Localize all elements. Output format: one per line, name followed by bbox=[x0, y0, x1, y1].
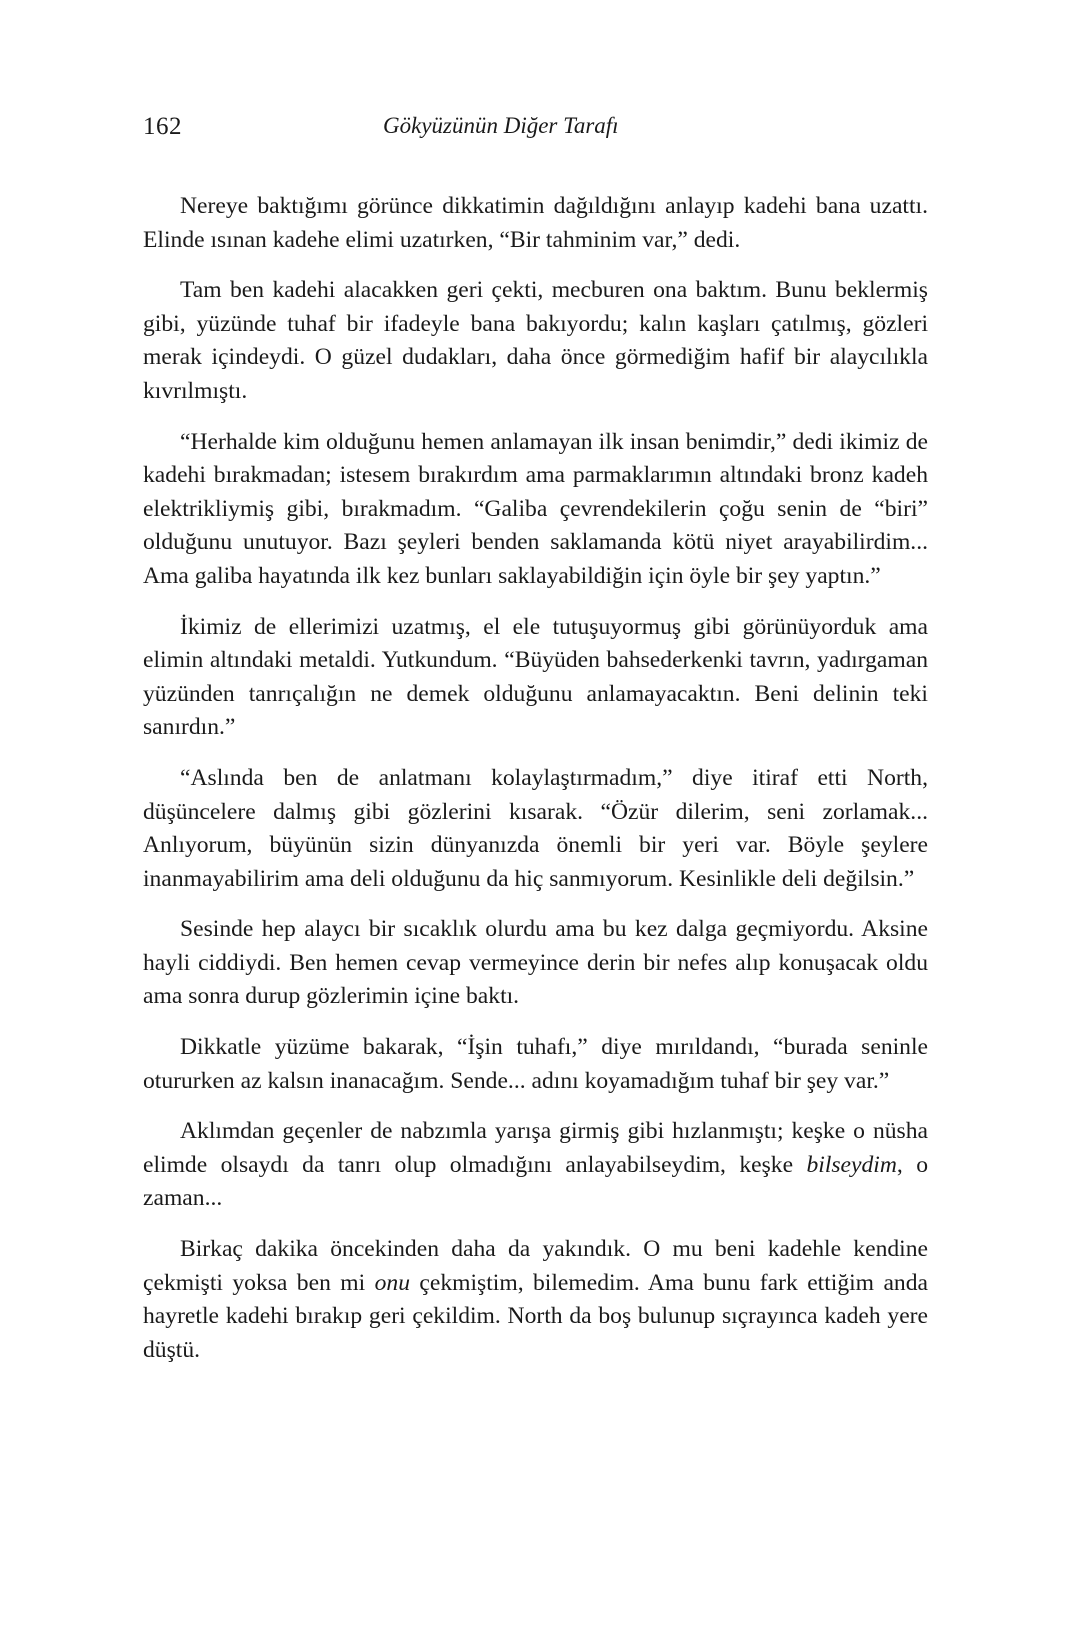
paragraph-3: “Herhalde kim olduğunu hemen anlamayan ilk insan benimdir,” dedi ikimiz de kadehi bırakmadan; istesem bırakırdım ama parmaklarımın altındaki bronz kadeh elektrikliymiş gibi, bırakmadım. “Galiba çevrendekilerin çoğu senin de “biri” olduğunu unutuyor. Bazı şeyleri benden saklamanda kötü niyet arayabilirdim... Ama galiba hayatında ilk kez bunları saklayabildiğin için öyle bir şey yaptın.” bbox=[143, 428, 928, 589]
paragraph-8 bbox=[143, 1115, 928, 1216]
paragraph-2: Tam ben kadehi alacakken geri çekti, mecburen ona baktım. Bunu beklermiş gibi, yüzünde tuhaf bir ifadeyle bana bakıyordu; kalın kaşları çatılmış, gözleri merak içindeydi. O güzel dudakları, daha önce görmediğim hafif bir alaycılıkla kıvrılmıştı. bbox=[143, 277, 928, 404]
paragraph-9-text-after: çekmiştim, bilemedim. Ama bunu fark ettiğim anda hayretle kadehi bırakıp geri çekildim. North da boş bulunup sıçrayınca kadeh yere düştü. bbox=[143, 1269, 928, 1363]
paragraph-8-text-after: , o zaman... bbox=[143, 1151, 928, 1212]
page-number: 162 bbox=[143, 113, 182, 140]
paragraph-9-italic: onu bbox=[374, 1269, 410, 1296]
paragraph-5: “Aslında ben de anlatmanı kolaylaştırmadım,” diye itiraf etti North, düşüncelere dalmış gibi gözlerini kısarak. “Özür dilerim, seni zorlamak... Anlıyorum, büyünün sizin dünyanızda önemli bir yeri var. Böyle şeylere inanmayabilirim ama deli olduğunu da hiç sanmıyorum. Kesinlikle deli değilsin.” bbox=[143, 764, 928, 892]
paragraph-7: Dikkatle yüzüme bakarak, “İşin tuhafı,” diye mırıldandı, “burada seninle otururken az kalsın inanacağım. Sende... adını koyamadığım tuhaf bir şey var.” bbox=[143, 1034, 928, 1094]
paragraph-1: Nereye baktığımı görünce dikkatimin dağıldığını anlayıp kadehi bana uzattı. Elinde ısınan kadehe elimi uzatırken, “Bir tahminim var,” dedi. bbox=[143, 193, 928, 253]
paragraph-8-italic: bilseydim bbox=[806, 1151, 897, 1178]
body-text bbox=[143, 190, 928, 1384]
paragraph-9 bbox=[143, 1233, 928, 1367]
paragraph-6: Sesinde hep alaycı bir sıcaklık olurdu ama bu kez dalga geçmiyordu. Aksine hayli ciddiydi. Ben hemen cevap vermeyince derin bir nefes alıp konuşacak oldu ama sonra durup gözlerimin içine baktı. bbox=[143, 916, 928, 1010]
page-header bbox=[143, 113, 928, 153]
paragraph-4: İkimiz de ellerimizi uzatmış, el ele tutuşuyormuş gibi görünüyorduk ama elimin altındaki metaldi. Yutkundum. “Büyüden bahsederkenki tavrın, yadırgaman yüzünden tanrıçalığın ne demek olduğunu anlamayacaktın. Beni delinin teki sanırdın.” bbox=[143, 613, 928, 741]
paragraph-9-text-before: Birkaç dakika öncekinden daha da yakındık. O mu beni kadehle kendine çekmişti yoksa ben mi bbox=[143, 1236, 928, 1296]
paragraph-8-text-before: Aklımdan geçenler de nabzımla yarışa girmiş gibi hızlanmıştı; keşke o nüsha elimde olsaydı da tanrı olup olmadığını anlayabilseydim, keşke bbox=[143, 1118, 928, 1178]
running-title: Gökyüzünün Diğer Tarafı bbox=[383, 113, 619, 138]
